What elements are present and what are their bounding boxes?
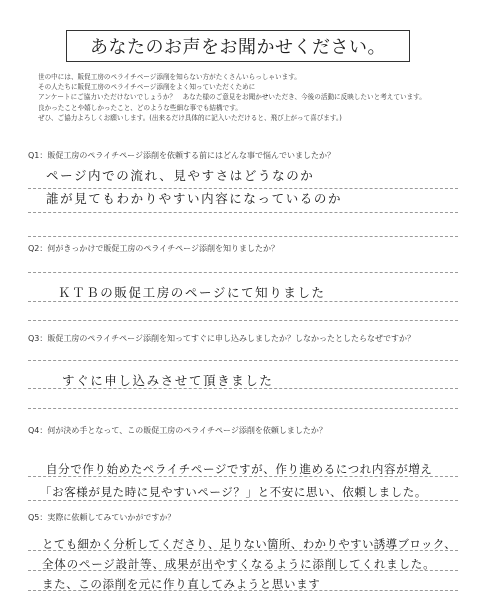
answer-rule <box>28 236 458 237</box>
answer-rule <box>28 320 458 321</box>
intro-line: アンケートにご協力いただけないでしょうか？ あなた様のご意見をお聞かせいただき、今後の活動に反映したいと考えています。 <box>38 93 426 102</box>
question-2-label: Q2：何がきっかけで販促工房のペライチページ添削を知りましたか？ <box>28 244 279 253</box>
answer-rule <box>28 272 458 273</box>
question-3-label: Q3：販促工房のペライチページ添削を知ってすぐに申し込みしましたか？しなかったとしたらなぜですか？ <box>28 334 415 343</box>
answer-rule <box>28 212 458 213</box>
answer-rule <box>28 360 458 361</box>
answer-rule <box>28 301 458 302</box>
question-5-label: Q5：実際に依頼してみていかがですか？ <box>28 513 176 522</box>
question-4-answer-line: 「お客様が見た時に見やすいページ？」と不安に思い、依頼しました。 <box>40 485 427 499</box>
intro-line: 世の中には、販促工房のペライチページ添削を知らない方がたくさんいらっしゃいます。 <box>38 73 301 81</box>
intro-line: ぜひ、ご協力よろしくお願いします。(出来るだけ具体的に記入いただけると、飛び上がって喜びます。) <box>38 113 342 122</box>
question-4-answer-line: 自分で作り始めたペライチページですが、作り進めるにつれ内容が増え <box>46 462 433 476</box>
question-1-label: Q1：販促工房のペライチページ添削を依頼する前にはどんな事で悩んでいましたか？ <box>28 151 335 160</box>
page-title: あなたのお声をお聞かせください。 <box>66 30 410 62</box>
answer-rule <box>28 500 458 501</box>
answer-rule <box>28 408 458 409</box>
intro-line: 良かったことや嬉しかったこと、どのような些細な事でも結構です。 <box>38 103 242 112</box>
intro-line: その人たちに販促工房のペライチページ添削をよく知っていただくために <box>38 83 256 92</box>
question-5-answer-line: 全体のページ設計等、成果が出やすくなるように添削してくれました。 <box>42 557 436 571</box>
question-1-answer-line: 誰が見てもわかりやすい内容になっているのか <box>46 191 343 206</box>
question-5-answer-line: とても細かく分析してくださり、足りない箇所、わかりやすい誘導ブロック、 <box>42 537 457 551</box>
question-2-answer-line: ＫＴＢの販促工房のページにて知りました <box>58 285 326 300</box>
question-5-answer-line: また、この添削を元に作り直してみようと思います <box>42 577 321 591</box>
question-3-answer-line: すぐに申し込みさせて頂きました <box>62 373 274 388</box>
question-4-label: Q4：何が決め手となって、この販促工房のペライチページ添削を依頼しましたか？ <box>28 426 327 435</box>
intro-text <box>38 72 448 123</box>
question-1-answer-line: ページ内での流れ、見やすさはどうなのか <box>46 168 315 183</box>
